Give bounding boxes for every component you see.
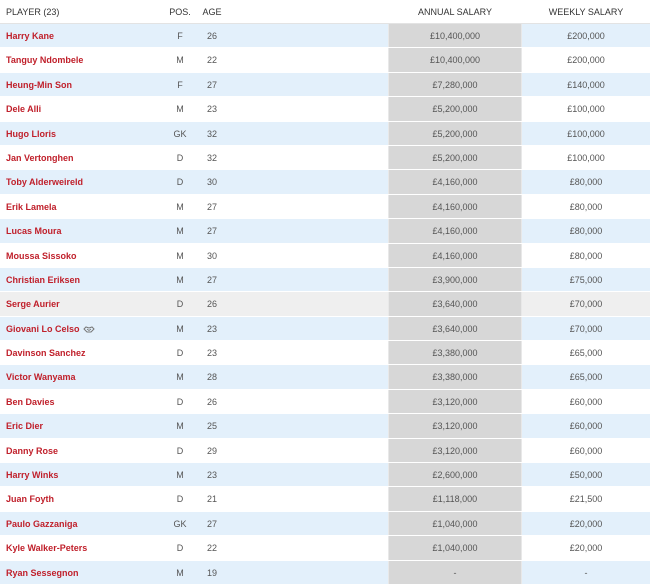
position-cell: M xyxy=(176,55,184,66)
player-name-text: Victor Wanyama xyxy=(6,372,76,383)
weekly-salary-cell: £100,000 xyxy=(567,152,605,163)
player-name-text: Kyle Walker-Peters xyxy=(6,543,88,554)
table-row[interactable] xyxy=(0,219,650,243)
position-cell: D xyxy=(176,445,184,456)
player-name-link[interactable] xyxy=(6,80,72,90)
table-row[interactable] xyxy=(0,341,650,365)
position-cell: F xyxy=(177,79,183,90)
table-row[interactable] xyxy=(0,487,650,511)
weekly-salary-cell: £100,000 xyxy=(567,104,605,115)
age-cell: 22 xyxy=(206,55,217,66)
table-row[interactable] xyxy=(0,48,650,72)
weekly-salary-cell: £65,000 xyxy=(569,348,603,359)
player-name-link[interactable] xyxy=(6,543,87,553)
table-row[interactable] xyxy=(0,317,650,341)
position-cell: GK xyxy=(173,518,187,529)
weekly-salary-cell: £140,000 xyxy=(567,79,605,90)
table-row[interactable] xyxy=(0,561,650,585)
player-name-link[interactable] xyxy=(6,519,78,529)
table-row[interactable] xyxy=(0,146,650,170)
annual-salary-cell: £4,160,000 xyxy=(388,244,522,267)
player-name-link[interactable] xyxy=(6,324,95,334)
weekly-salary-cell: £20,000 xyxy=(569,543,603,554)
player-name-text: Hugo Lloris xyxy=(6,128,56,139)
annual-salary-cell: £2,600,000 xyxy=(388,463,522,486)
player-name-link[interactable] xyxy=(6,421,43,431)
annual-salary-cell: £3,900,000 xyxy=(388,268,522,291)
player-name-link[interactable] xyxy=(6,202,57,212)
column-header-pos[interactable]: POS. xyxy=(169,7,191,17)
player-name-text: Harry Kane xyxy=(6,31,55,41)
annual-salary-cell: £4,160,000 xyxy=(388,170,522,193)
age-cell: 30 xyxy=(206,177,217,188)
annual-salary-cell: £10,400,000 xyxy=(388,24,522,47)
player-name-link[interactable] xyxy=(6,104,41,114)
annual-salary-cell: £4,160,000 xyxy=(388,219,522,242)
player-name-text: Erik Lamela xyxy=(6,201,57,212)
player-name-link[interactable] xyxy=(6,31,54,41)
player-name-text: Lucas Moura xyxy=(6,226,62,237)
player-name-text: Toby Alderweireld xyxy=(6,177,84,188)
table-row[interactable] xyxy=(0,24,650,48)
position-cell: D xyxy=(176,152,184,163)
age-cell: 27 xyxy=(206,274,217,285)
weekly-salary-cell: £100,000 xyxy=(567,128,605,139)
table-row[interactable] xyxy=(0,512,650,536)
column-header-annual-salary[interactable]: ANNUAL SALARY xyxy=(417,7,493,17)
age-cell: 27 xyxy=(206,201,217,212)
player-name-link[interactable] xyxy=(6,177,83,187)
age-cell: 30 xyxy=(206,250,217,261)
position-cell: M xyxy=(176,372,184,383)
player-name-text: Heung-Min Son xyxy=(6,79,72,90)
position-cell: D xyxy=(176,348,184,359)
annual-salary-cell: £5,200,000 xyxy=(388,146,522,169)
annual-salary-cell: £3,120,000 xyxy=(388,439,522,462)
player-name-link[interactable] xyxy=(6,568,79,578)
weekly-salary-cell: £80,000 xyxy=(569,250,603,261)
position-cell: D xyxy=(176,177,184,188)
weekly-salary-cell: £80,000 xyxy=(569,177,603,188)
position-cell: D xyxy=(176,299,184,310)
position-cell: F xyxy=(177,31,183,41)
player-name-link[interactable] xyxy=(6,299,60,309)
position-cell: M xyxy=(176,250,184,261)
weekly-salary-cell: £80,000 xyxy=(569,226,603,237)
annual-salary-cell: £4,160,000 xyxy=(388,195,522,218)
player-name-link[interactable] xyxy=(6,129,56,139)
weekly-salary-cell: £60,000 xyxy=(569,421,603,432)
player-name-text: Christian Eriksen xyxy=(6,274,81,285)
position-cell: M xyxy=(176,274,184,285)
age-cell: 21 xyxy=(206,494,217,505)
weekly-salary-cell: £70,000 xyxy=(569,323,603,334)
player-name-link[interactable] xyxy=(6,494,54,504)
age-cell: 32 xyxy=(206,128,217,139)
age-cell: 26 xyxy=(206,299,217,310)
weekly-salary-cell: £60,000 xyxy=(569,445,603,456)
player-name-link[interactable] xyxy=(6,446,58,456)
weekly-salary-cell: £75,000 xyxy=(569,274,603,285)
player-name-text: Harry Winks xyxy=(6,470,59,481)
annual-salary-cell: £10,400,000 xyxy=(388,48,522,71)
annual-salary-cell: £5,200,000 xyxy=(388,97,522,120)
player-name-text: Moussa Sissoko xyxy=(6,250,77,261)
table-row[interactable] xyxy=(0,122,650,146)
player-name-text: Juan Foyth xyxy=(6,494,55,505)
table-row[interactable] xyxy=(0,439,650,463)
column-header-age[interactable]: AGE xyxy=(202,7,222,17)
annual-salary-cell: £3,640,000 xyxy=(388,292,522,315)
weekly-salary-cell: £21,500 xyxy=(569,494,603,505)
age-cell: 23 xyxy=(206,348,217,359)
position-cell: M xyxy=(176,567,184,578)
position-cell: M xyxy=(176,226,184,237)
player-name-text: Paulo Gazzaniga xyxy=(6,518,78,529)
position-cell: D xyxy=(176,396,184,407)
player-name-text: Giovani Lo Celso xyxy=(6,323,80,334)
table-row[interactable] xyxy=(0,390,650,414)
age-cell: 22 xyxy=(206,543,217,554)
annual-salary-cell: £3,120,000 xyxy=(388,390,522,413)
player-name-link[interactable] xyxy=(6,372,76,382)
age-cell: 32 xyxy=(206,152,217,163)
annual-salary-cell: - xyxy=(388,561,522,584)
table-row[interactable] xyxy=(0,195,650,219)
player-name-text: Eric Dier xyxy=(6,421,44,432)
annual-salary-cell: £3,380,000 xyxy=(388,365,522,388)
weekly-salary-cell: £20,000 xyxy=(569,518,603,529)
table-row[interactable] xyxy=(0,73,650,97)
annual-salary-cell: £3,120,000 xyxy=(388,414,522,437)
weekly-salary-cell: £80,000 xyxy=(569,201,603,212)
position-cell: M xyxy=(176,323,184,334)
annual-salary-cell: £1,118,000 xyxy=(388,487,522,510)
player-name-link[interactable] xyxy=(6,226,62,236)
table-body xyxy=(0,24,650,585)
age-cell: 29 xyxy=(206,445,217,456)
table-row[interactable] xyxy=(0,292,650,316)
table-row[interactable] xyxy=(0,170,650,194)
weekly-salary-cell: £200,000 xyxy=(567,55,605,66)
column-header-weekly-salary[interactable]: WEEKLY SALARY xyxy=(548,7,624,17)
player-name-text: Dele Alli xyxy=(6,104,42,115)
table-row[interactable] xyxy=(0,536,650,560)
age-cell: 27 xyxy=(206,226,217,237)
weekly-salary-cell: - xyxy=(584,567,588,578)
loan-handshake-icon xyxy=(83,325,95,333)
player-name-text: Davinson Sanchez xyxy=(6,348,86,359)
position-cell: D xyxy=(176,494,184,505)
weekly-salary-cell: £50,000 xyxy=(569,470,603,481)
age-cell: 19 xyxy=(206,567,217,578)
player-name-text: Tanguy Ndombele xyxy=(6,55,84,66)
player-name-link[interactable] xyxy=(6,153,74,163)
table-row[interactable] xyxy=(0,97,650,121)
player-name-link[interactable] xyxy=(6,470,58,480)
player-name-link[interactable] xyxy=(6,275,80,285)
position-cell: M xyxy=(176,201,184,212)
player-name-text: Ben Davies xyxy=(6,396,55,407)
position-cell: M xyxy=(176,470,184,481)
player-name-link[interactable] xyxy=(6,251,77,261)
table-row[interactable] xyxy=(0,244,650,268)
position-cell: D xyxy=(176,543,184,554)
age-cell: 27 xyxy=(206,79,217,90)
player-name-link[interactable] xyxy=(6,55,83,65)
player-name-text: Danny Rose xyxy=(6,445,59,456)
age-cell: 28 xyxy=(206,372,217,383)
age-cell: 26 xyxy=(206,396,217,407)
weekly-salary-cell: £70,000 xyxy=(569,299,603,310)
player-name-text: Serge Aurier xyxy=(6,299,60,310)
age-cell: 23 xyxy=(206,470,217,481)
position-cell: M xyxy=(176,421,184,432)
column-header-player[interactable]: PLAYER (23) xyxy=(6,7,60,17)
age-cell: 25 xyxy=(206,421,217,432)
annual-salary-cell: £7,280,000 xyxy=(388,73,522,96)
player-name-text: Ryan Sessegnon xyxy=(6,567,79,578)
position-cell: M xyxy=(176,104,184,115)
table-row[interactable] xyxy=(0,463,650,487)
player-name-text: Jan Vertonghen xyxy=(6,152,74,163)
annual-salary-cell: £5,200,000 xyxy=(388,122,522,145)
age-cell: 27 xyxy=(206,518,217,529)
player-name-link[interactable] xyxy=(6,348,86,358)
annual-salary-cell: £1,040,000 xyxy=(388,536,522,559)
player-name-link[interactable] xyxy=(6,397,55,407)
age-cell: 23 xyxy=(206,323,217,334)
age-cell: 23 xyxy=(206,104,217,115)
weekly-salary-cell: £200,000 xyxy=(567,31,605,41)
annual-salary-cell: £3,640,000 xyxy=(388,317,522,340)
weekly-salary-cell: £60,000 xyxy=(569,396,603,407)
table-row[interactable] xyxy=(0,414,650,438)
weekly-salary-cell: £65,000 xyxy=(569,372,603,383)
table-header xyxy=(0,0,650,24)
position-cell: GK xyxy=(173,128,187,139)
table-row[interactable] xyxy=(0,268,650,292)
age-cell: 26 xyxy=(206,31,217,41)
table-row[interactable] xyxy=(0,365,650,389)
annual-salary-cell: £1,040,000 xyxy=(388,512,522,535)
annual-salary-cell: £3,380,000 xyxy=(388,341,522,364)
